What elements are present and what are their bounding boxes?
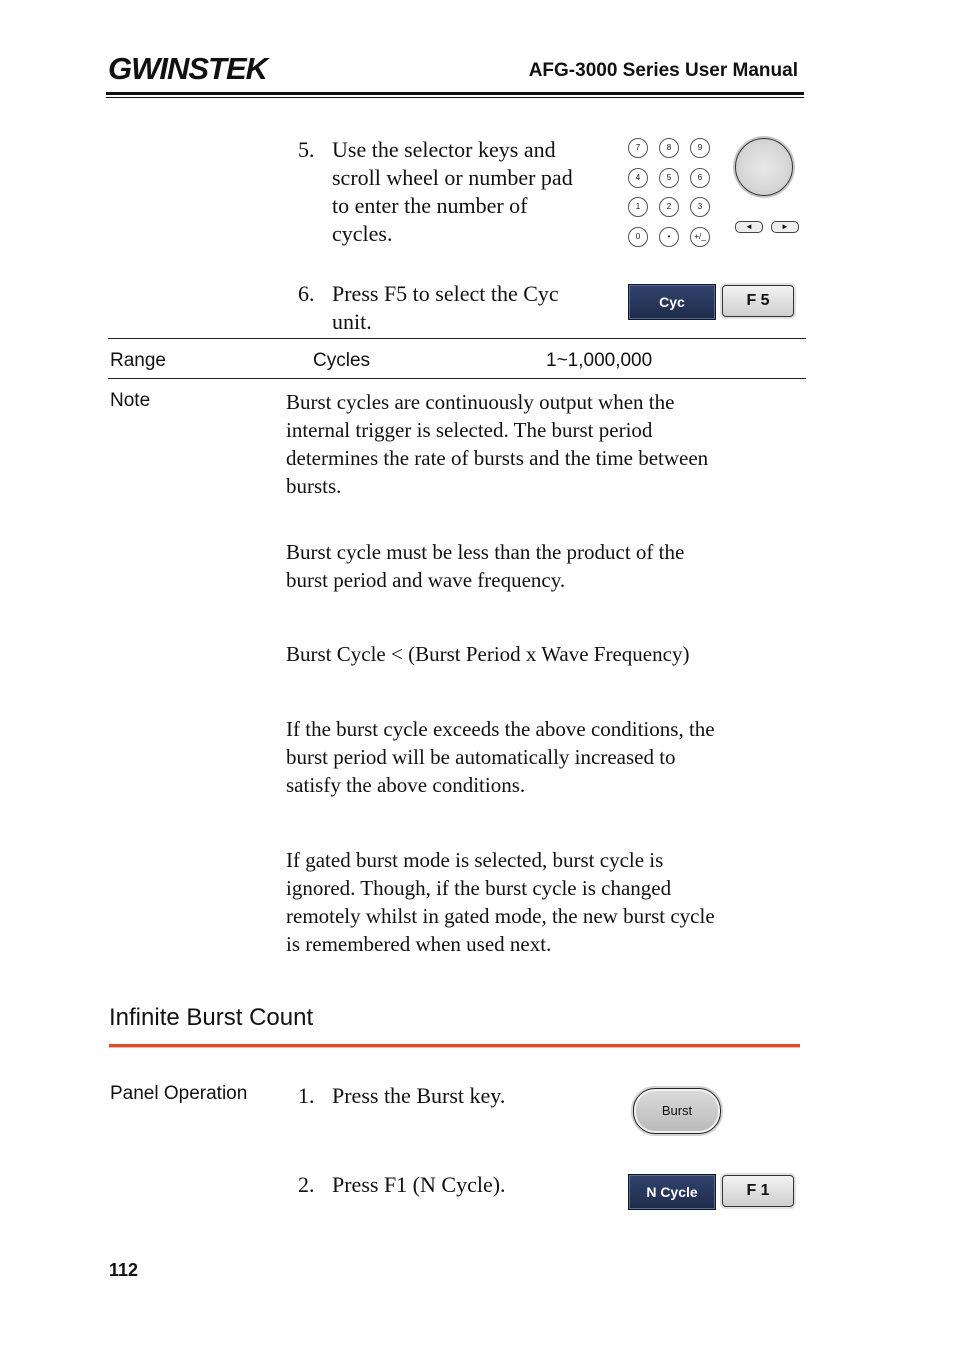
table-rule bbox=[108, 338, 806, 339]
gwinstek-logo bbox=[108, 50, 280, 86]
note-paragraph bbox=[286, 715, 806, 799]
note-line: bursts. bbox=[286, 474, 342, 498]
range-value: 1~1,000,000 bbox=[546, 350, 653, 371]
note-line: internal trigger is selected. The burst period bbox=[286, 418, 653, 442]
section-heading: Infinite Burst Count bbox=[109, 1004, 314, 1031]
note-line: burst period will be automatically increased to bbox=[286, 745, 676, 769]
table-rule bbox=[108, 378, 806, 379]
header-rule bbox=[106, 92, 804, 95]
key-0[interactable]: 0 bbox=[628, 227, 648, 247]
note-line: Burst cycle must be less than the product of the bbox=[286, 540, 685, 564]
burst-button[interactable]: Burst bbox=[633, 1088, 721, 1134]
f1-button[interactable]: F 1 bbox=[722, 1175, 794, 1207]
step-line: to enter the number of bbox=[332, 193, 528, 218]
header-rule-thin bbox=[106, 97, 804, 98]
svg-text:GWINSTEK: GWINSTEK bbox=[108, 51, 268, 86]
note-line: determines the rate of bursts and the time between bbox=[286, 446, 709, 470]
note-line: If gated burst mode is selected, burst cycle is bbox=[286, 848, 664, 872]
key-decimal[interactable]: • bbox=[659, 227, 679, 247]
key-4[interactable]: 4 bbox=[628, 168, 648, 188]
key-plus-minus[interactable]: +/_ bbox=[690, 227, 710, 247]
step-text bbox=[332, 280, 559, 336]
key-6[interactable]: 6 bbox=[690, 168, 710, 188]
note-paragraph bbox=[286, 538, 806, 594]
range-label: Range bbox=[110, 350, 166, 371]
range-parameter: Cycles bbox=[313, 350, 371, 371]
key-3[interactable]: 3 bbox=[690, 197, 710, 217]
panel-operation-label: Panel Operation bbox=[110, 1083, 248, 1104]
note-line: is remembered when used next. bbox=[286, 932, 552, 956]
manual-title: AFG-3000 Series User Manual bbox=[528, 60, 798, 81]
step-text: Press the Burst key. bbox=[332, 1083, 506, 1108]
note-line: Burst Cycle < (Burst Period x Wave Frequency) bbox=[286, 642, 690, 666]
step-line: unit. bbox=[332, 309, 372, 334]
step-text bbox=[332, 136, 573, 248]
key-7[interactable]: 7 bbox=[628, 138, 648, 158]
section-rule bbox=[109, 1044, 800, 1048]
key-9[interactable]: 9 bbox=[690, 138, 710, 158]
scroll-wheel-icon[interactable] bbox=[735, 138, 793, 196]
note-line: If the burst cycle exceeds the above conditions, the bbox=[286, 717, 715, 741]
note-paragraph bbox=[286, 846, 806, 958]
key-1[interactable]: 1 bbox=[628, 197, 648, 217]
number-pad bbox=[628, 138, 718, 250]
left-arrow-key[interactable]: ◄ bbox=[735, 221, 763, 233]
key-2[interactable]: 2 bbox=[659, 197, 679, 217]
key-8[interactable]: 8 bbox=[659, 138, 679, 158]
cyc-softkey[interactable]: Cyc bbox=[628, 284, 716, 320]
note-label: Note bbox=[110, 390, 151, 411]
step-number: 1. bbox=[298, 1083, 315, 1108]
f5-button[interactable]: F 5 bbox=[722, 285, 794, 317]
key-5[interactable]: 5 bbox=[659, 168, 679, 188]
step-line: cycles. bbox=[332, 221, 393, 246]
page-number: 112 bbox=[109, 1260, 139, 1280]
note-line: ignored. Though, if the burst cycle is changed bbox=[286, 876, 672, 900]
step-line: Press F5 to select the Cyc bbox=[332, 281, 559, 306]
step-line: Use the selector keys and bbox=[332, 137, 556, 162]
ncycle-softkey[interactable]: N Cycle bbox=[628, 1174, 716, 1210]
step-number: 2. bbox=[298, 1172, 315, 1197]
note-line: remotely whilst in gated mode, the new burst cycle bbox=[286, 904, 715, 928]
step-number: 5. bbox=[298, 137, 315, 162]
note-line: Burst cycles are continuously output when the bbox=[286, 390, 675, 414]
step-number: 6. bbox=[298, 281, 315, 306]
note-formula bbox=[286, 640, 806, 668]
step-text: Press F1 (N Cycle). bbox=[332, 1172, 506, 1197]
note-line: burst period and wave frequency. bbox=[286, 568, 566, 592]
note-paragraph bbox=[286, 388, 806, 500]
right-arrow-key[interactable]: ► bbox=[771, 221, 799, 233]
step-line: scroll wheel or number pad bbox=[332, 165, 573, 190]
note-line: satisfy the above conditions. bbox=[286, 773, 526, 797]
